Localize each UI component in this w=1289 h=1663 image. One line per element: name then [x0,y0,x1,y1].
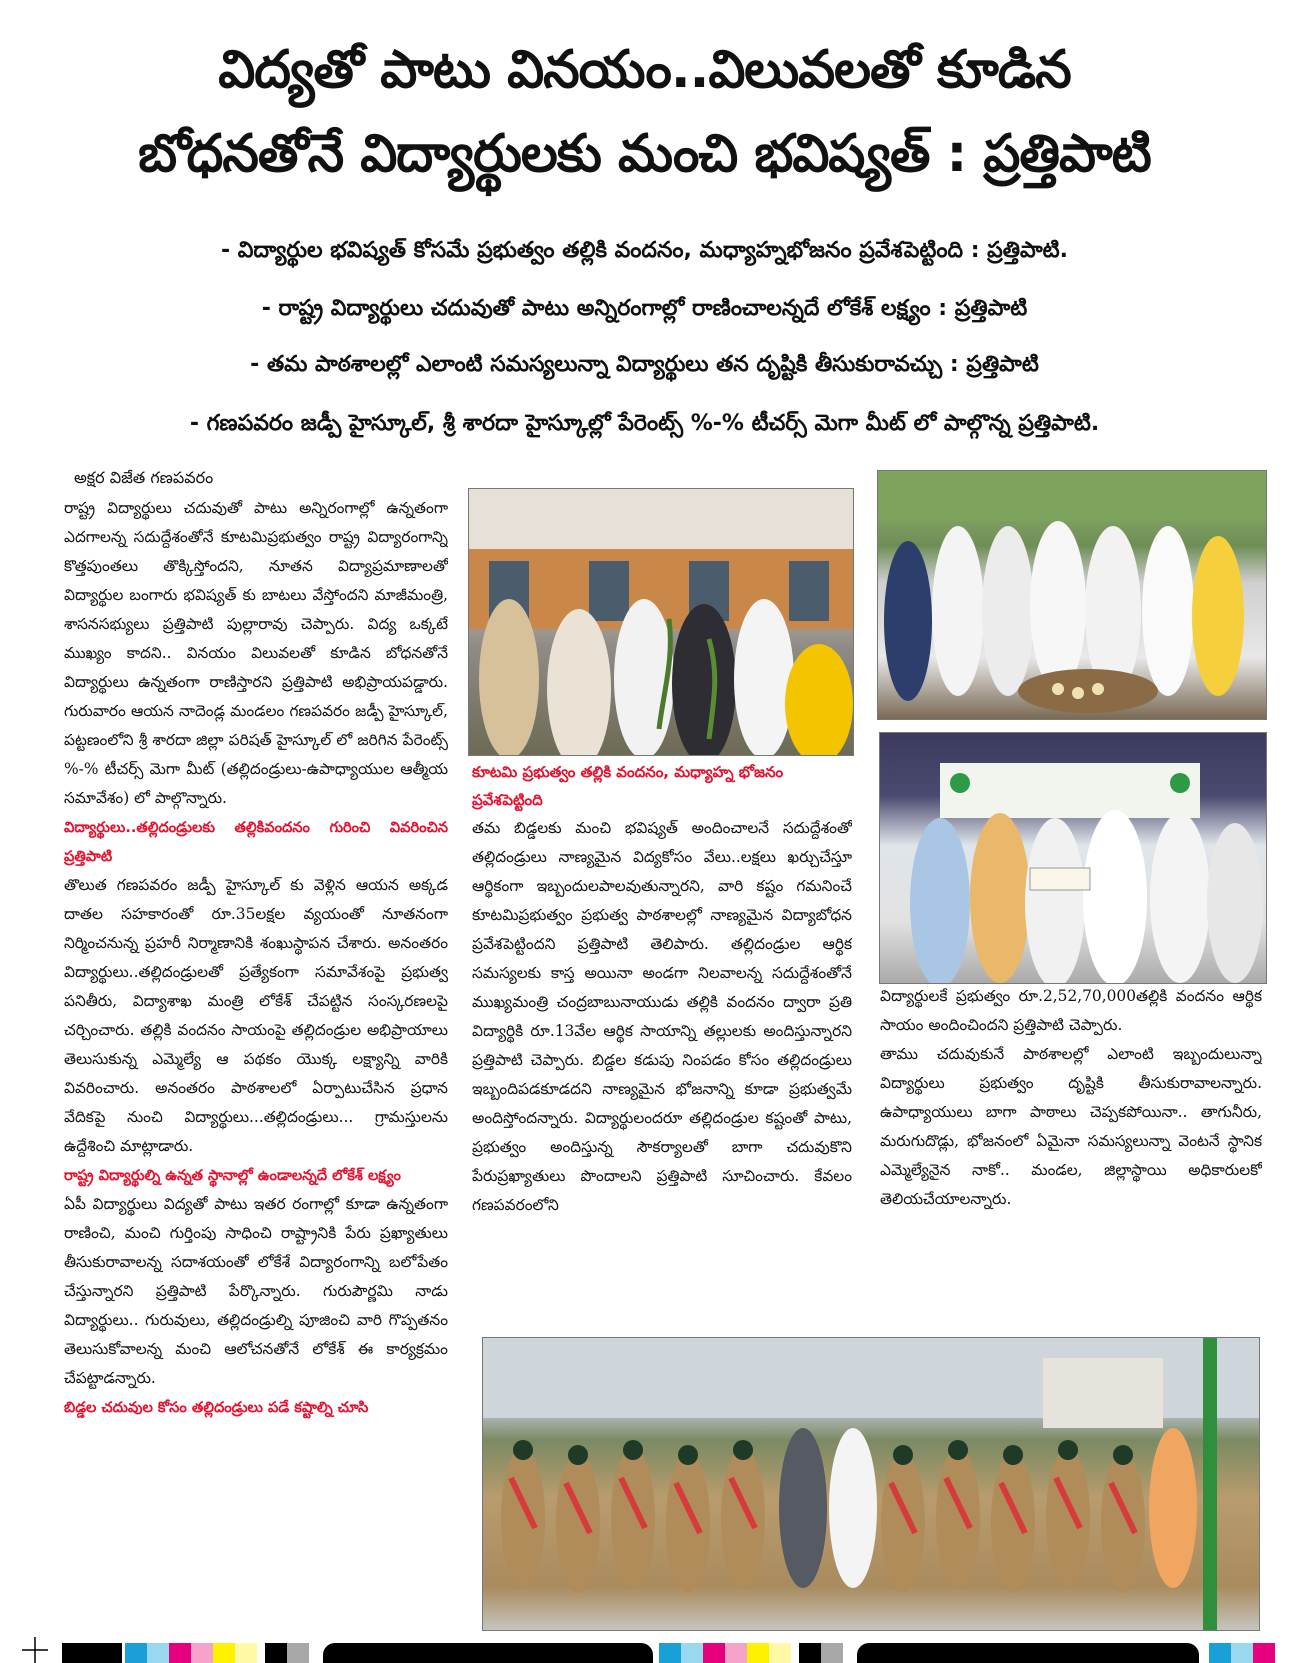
color-bar-pink [191,1643,213,1663]
article-column-1 [64,494,448,1604]
headline-line-2: బోధనతోనే విద్యార్థులకు మంచి భవిష్యత్ : ప్రత్తిపాటి [138,124,1151,184]
color-bar-black-2 [265,1643,287,1663]
col3-paragraph-2: తాము చదువుకునే పాఠశాలల్లో ఎలాంటి ఇబ్బందులున్నా విద్యార్థులు ప్రభుత్వం దృష్టికి తీసుకురావాలన్నారు. ఉపాధ్యాయులు బాగా పాఠాలు చెప్పకపోయినా.. తాగునీరు, మరుగుదొడ్లు, భోజనంలో ఏమైనా సమస్యలున్నా వెంటనే స్థానిక ఎమ్మెల్యేనైన నాకో.. మండల, జిల్లాస్థాయి అధికారులకో తెలియచేయాలన్నారు. [880,1045,1262,1208]
tree-planting-illustration [469,489,853,755]
color-bar-light-yellow-2 [769,1643,791,1663]
color-bar-magenta [169,1643,191,1663]
color-bar-grey [287,1643,309,1663]
col1-paragraph-3: ఏపీ విద్యార్థులు విద్యతో పాటు ఇతర రంగాల్లో కూడా ఉన్నతంగా రాణించి, మంచి గుర్తింపు సాధించి రాష్ట్రానికి పేరు ప్రఖ్యాతులు తీసుకురావాలన్న సదాశయంతో లోకేశే విద్యారంగాన్ని బలోపేతం చేస్తున్నారని ప్రత్తిపాటి పేర్కొన్నారు. గురుపౌర్ణమి నాడు విద్యార్థులు.. గురువులు, తల్లిదండ్రుల్ని పూజించి వారి గొప్పతనం తెలుసుకోవాలన్న మంచి ఆలోచనతోనే లోకేశ్ ఈ కార్యక్రమం చేపట్టాడన్నారు. [64,1195,448,1387]
color-bar-light-yellow [235,1643,257,1663]
color-bar-light-cyan-2 [681,1643,703,1663]
color-bar-grey-2 [821,1643,843,1663]
color-bar-black [62,1643,122,1663]
article-column-3 [880,982,1262,1282]
group-planting-illustration [878,471,1266,719]
color-bar-magenta-3 [1253,1643,1275,1663]
col1-subheading-2: రాష్ట్ర విద్యార్థుల్ని ఉన్నత స్థానాల్లో ఉండాలన్నదే లోకేశ్ లక్ష్యం [64,1167,401,1184]
subhead-1: - విద్యార్థుల భవిష్యత్ కోసమే ప్రభుత్వం తల్లికి వందనం, మధ్యాహ్నభోజనం ప్రవేశపెట్టింది : ప్రత్తిపాటి. [220,238,1069,263]
col3-paragraph-1: విద్యార్థులకే ప్రభుత్వం రూ.2,52,70,000తల్లికి వందనం ఆర్థిక సాయం అందించిందని ప్రత్తిపాటి చెప్పారు. [880,987,1262,1034]
headline [30,28,1259,196]
cheque-presentation-illustration [880,733,1266,983]
color-bar-pink-2 [725,1643,747,1663]
cadets-group-illustration [483,1338,1259,1630]
registration-cross-icon [22,1637,48,1663]
color-bar-black-wide [323,1643,653,1663]
subhead-2: - రాష్ట్ర విద్యార్థులు చదువుతో పాటు అన్నిరంగాల్లో రాణించాలన్నదే లోకేశ్ లక్ష్యం : ప్రత్తిపాటి [261,296,1028,321]
col2-paragraph-1: తమ బిడ్డలకు మంచి భవిష్యత్ అందించాలనే సదుద్దేశంతో తల్లిదండ్రులు నాణ్యమైన విద్యకోసం వేలు..లక్షలు ఖర్చుచేస్తూ ఆర్థికంగా ఇబ్బందులపాలవుతున్నారని, వారి కష్టం గమనించే కూటమిప్రభుత్వం ప్రభుత్వ పాఠశాలల్లో నాణ్యమైన విద్యాబోధన ప్రవేశపెట్టిందని ప్రత్తిపాటి తెలిపారు. తల్లిదండ్రుల ఆర్థిక సమస్యలకు కాస్త అయినా అండగా నిలవాలన్న సదుద్దేశంతోనే ముఖ్యమంత్రి చంద్రబాబునాయుడు తల్లికి వందనం ద్వారా ప్రతి విద్యార్థికి రూ.13వేల ఆర్థిక సాయాన్ని తల్లులకు అందిస్తున్నారని ప్రత్తిపాటి చెప్పారు. బిడ్డల కడుపు నింపడం కోసం తల్లిదండ్రులు ఇబ్బందిపడకూడదని నాణ్యమైన భోజనాన్ని కూడా ప్రభుత్వమే అందిస్తోందన్నారు. విద్యార్థులందరూ తల్లిదండ్రుల కష్టంతో పాటు, ప్రభుత్వం అందిస్తున్న సౌకర్యాలతో బాగా చదువుకొని పేరుప్రఖ్యాతులు పొందాలని ప్రత్తిపాటి సూచించారు. కేవలం గణపవరంలోని [472,819,852,1214]
color-bar-black-3 [799,1643,821,1663]
color-bar-magenta-2 [703,1643,725,1663]
color-bar-light-cyan-3 [1231,1643,1253,1663]
headline-line-1: విద్యతో పాటు వినయం..విలువలతో కూడిన [218,40,1071,100]
article-column-2 [472,814,852,1308]
color-bar-yellow [213,1643,235,1663]
col1-paragraph-1: రాష్ట్ర విద్యార్థులు చదువుతో పాటు అన్నిరంగాల్లో ఉన్నతంగా ఎదగాలన్న సదుద్దేశంతోనే కూటమిప్రభుత్వం రాష్ట్ర విద్యారంగాన్ని కొత్తపుంతలు తొక్కిస్తోందని, నూతన విద్యాప్రమాణాలతో విద్యార్థుల బంగారు భవిష్యత్ కు బాటలు వేస్తోందని మాజీమంత్రి, శాసనసభ్యులు ప్రత్తిపాటి పుల్లారావు చెప్పారు. విద్య ఒక్కటే ముఖ్యం కాదని.. వినయం విలువలతో కూడిన బోధనతోనే విద్యార్థులు ఉన్నతంగా రాణిస్తారని ప్రత్తిపాటి అభిప్రాయపడ్డారు. గురువారం ఆయన నాదెండ్ల మండలం గణపవరం జడ్పీ హైస్కూల్, పట్టణంలోని శ్రీ శారదా జిల్లా పరిషత్ హైస్కూల్ లో జరిగిన పేరెంట్స్ %-% టీచర్స్ మెగా మీట్ (తల్లిదండ్రులు-ఉపాధ్యాయుల ఆత్మీయ సమావేశం) లో పాల్గొన్నారు. [64,499,448,807]
subhead-4: - గణపవరం జడ్పీ హైస్కూల్, శ్రీ శారదా హైస్కూల్లో పేరెంట్స్ %-% టీచర్స్ మెగా మీట్ లో పాల్గొన్న ప్రత్తిపాటి. [189,411,1100,436]
photo-cadets-group [482,1337,1260,1631]
photo-caption: కూటమి ప్రభుత్వం తల్లికి వందనం, మధ్యాహ్న భోజనం ప్రవేశపెట్టింది [472,763,784,809]
col1-paragraph-2: తొలుత గణపవరం జడ్పీ హైస్కూల్ కు వెళ్లిన ఆయన అక్కడ దాతల సహకారంతో రూ.35లక్షల వ్యయంతో నూతనంగా నిర్మించనున్న ప్రహరీ నిర్మాణానికి శంఖుస్థాపన చేశారు. అనంతరం విద్యార్థులు..తల్లిదండ్రులతో ప్రత్యేకంగా సమావేశంపై ప్రభుత్వ పనితీరు, విద్యాశాఖ మంత్రి లోకేశ్ చేపట్టిన సంస్కరణలపై చర్చించారు. తల్లికి వందనం సాయంపై తల్లిదండ్రుల అభిప్రాయాలు తెలుసుకున్న ఎమ్మెల్యే ఆ పథకం యొక్క లక్ష్యాన్ని వారికి వివరించారు. అనంతరం పాఠశాలలో ఏర్పాటుచేసిన ప్రధాన వేదికపై నుంచి విద్యార్థులు...తల్లిదండ్రులు... గ్రామస్తులను ఉద్దేశించి మాట్లాడారు. [64,876,448,1155]
col1-subheading-1: విద్యార్థులు..తల్లిదండ్రులకు తల్లికివందనం గురించి వివరించిన ప్రత్తిపాటి [64,819,448,865]
color-bar-light-cyan [147,1643,169,1663]
photo-cheque-presentation [879,732,1267,984]
color-bar-cyan [125,1643,147,1663]
color-bar-yellow-2 [747,1643,769,1663]
color-bar-cyan-2 [659,1643,681,1663]
color-bar-black-wide-2 [857,1643,1199,1663]
photo-group-planting [877,470,1267,720]
subhead-3: - తమ పాఠశాలల్లో ఎలాంటి సమస్యలున్నా విద్యార్థులు తన దృష్టికి తీసుకురావచ్చు : ప్రత్తిపాటి [250,352,1039,377]
byline: అక్షర విజేత గణపవరం [74,468,214,487]
photo-tree-planting [468,488,854,756]
color-bar-cyan-3 [1209,1643,1231,1663]
col1-subheading-3: బిడ్డల చదువుల కోసం తల్లిదండ్రులు పడే కష్టాల్ని చూసి [64,1399,369,1416]
